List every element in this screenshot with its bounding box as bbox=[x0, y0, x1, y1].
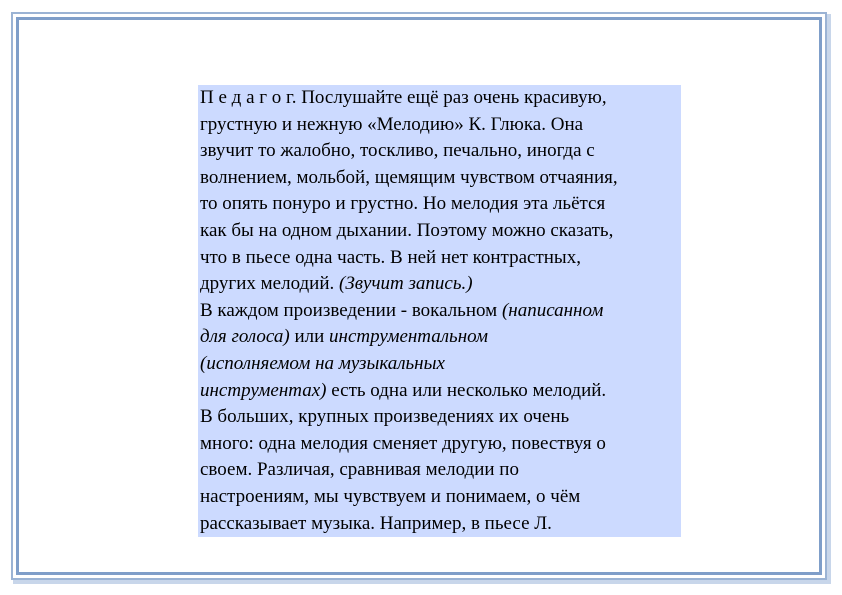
text-run: звучит то жалобно, тоскливо, печально, иногда с bbox=[200, 140, 595, 162]
text-line bbox=[200, 431, 681, 458]
italic-text-run: инструментальном bbox=[329, 326, 489, 348]
text-run: П е д а г о г. Послушайте ещё раз очень красивую, bbox=[200, 87, 607, 108]
text-line bbox=[200, 484, 681, 511]
frame-shadow bbox=[827, 14, 831, 582]
text-run: других мелодий. bbox=[200, 273, 340, 295]
text-line bbox=[200, 378, 681, 405]
text-line bbox=[200, 457, 681, 484]
italic-text-run: (написанном bbox=[501, 299, 604, 321]
text-run: своем. Различая, сравнивая мелодии по bbox=[200, 459, 519, 481]
text-line bbox=[200, 271, 681, 298]
text-line bbox=[200, 218, 681, 245]
text-line bbox=[200, 404, 681, 431]
text-run: есть одна или несколько мелодий. bbox=[326, 379, 607, 401]
text-run: настроениям, мы чувствуем и понимаем, о чём bbox=[200, 485, 581, 507]
text-line bbox=[200, 511, 681, 538]
text-run: или bbox=[289, 326, 330, 348]
frame-shadow bbox=[13, 580, 831, 584]
italic-text-run: (Звучит запись.) bbox=[339, 273, 473, 295]
text-line bbox=[200, 85, 681, 112]
text-block bbox=[198, 85, 681, 537]
italic-text-run: для голоса) bbox=[200, 326, 290, 348]
text-line bbox=[200, 298, 681, 325]
text-line bbox=[200, 324, 681, 351]
italic-text-run: инструментах) bbox=[200, 379, 327, 401]
text-run: В каждом произведении - вокальном bbox=[200, 299, 502, 321]
text-run: как бы на одном дыхании. Поэтому можно сказать, bbox=[200, 219, 614, 241]
text-line bbox=[200, 245, 681, 272]
text-run: В больших, крупных произведениях их очень bbox=[200, 406, 570, 428]
text-run: что в пьесе одна часть. В ней нет контрастных, bbox=[200, 246, 581, 268]
text-run: грустную и нежную «Мелодию» К. Глюка. Она bbox=[200, 113, 584, 135]
text-line bbox=[200, 112, 681, 139]
text-run: много: одна мелодия сменяет другую, повествуя о bbox=[200, 432, 606, 454]
text-line bbox=[200, 138, 681, 165]
text-line bbox=[200, 191, 681, 218]
text-run: то опять понуро и грустно. Но мелодия эта льётся bbox=[200, 193, 606, 215]
text-run: рассказывает музыка. Например, в пьесе Л. bbox=[200, 512, 552, 534]
italic-text-run: (исполняемом на музыкальных bbox=[200, 352, 445, 374]
text-run: волнением, мольбой, щемящим чувством отчаяния, bbox=[200, 166, 618, 188]
text-line bbox=[200, 165, 681, 192]
text-line bbox=[200, 351, 681, 378]
